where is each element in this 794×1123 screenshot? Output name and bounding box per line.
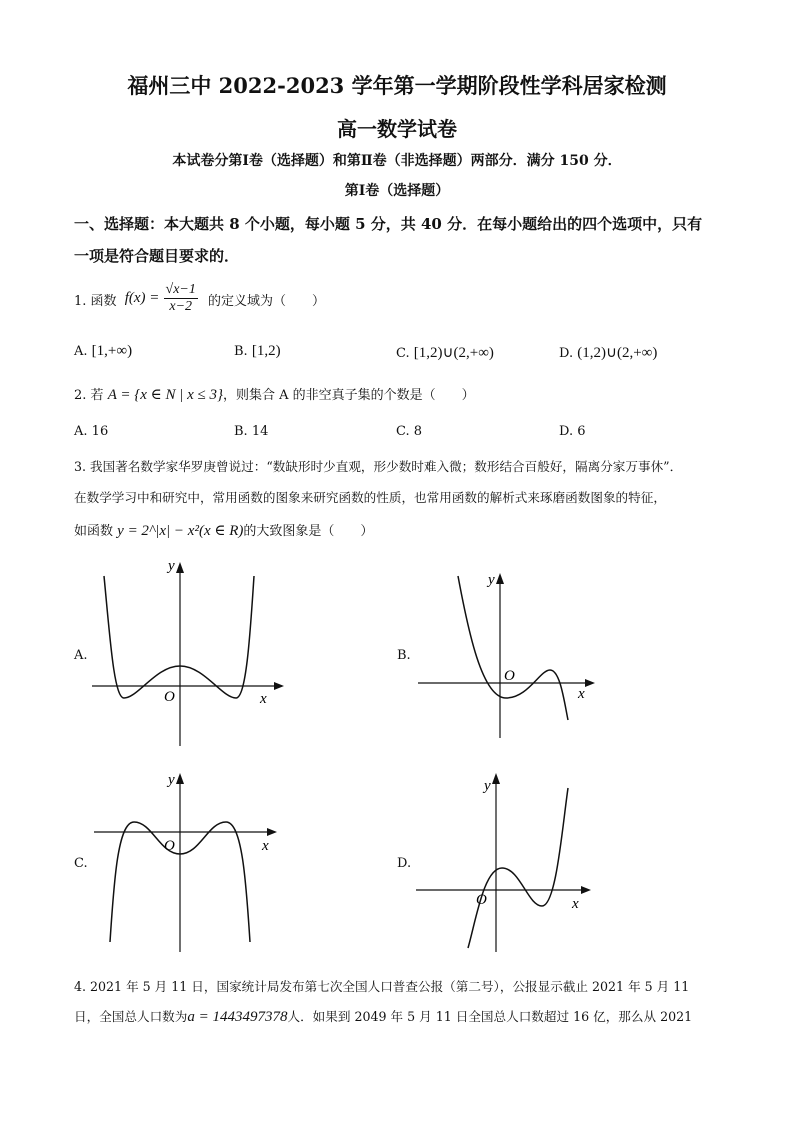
- exam-note: 本试卷分第Ⅰ卷（选择题）和第Ⅱ卷（非选择题）两部分．满分 150 分．: [172, 153, 622, 169]
- q1-fraction: [164, 282, 198, 315]
- graph-b-origin: O: [504, 668, 515, 684]
- exam-title: 福州三中 2022-2023 学年第一学期阶段性学科居家检测: [127, 73, 667, 98]
- arrow-icon: [267, 828, 277, 836]
- graph-c-x-label: x: [262, 838, 269, 854]
- q2-option-b[interactable]: B. 14: [234, 424, 269, 439]
- graph-a-x-label: x: [260, 691, 267, 707]
- arrow-icon: [585, 679, 595, 687]
- arrow-icon: [492, 773, 500, 784]
- graph-c-origin: O: [164, 838, 175, 854]
- q2-option-c[interactable]: C. 8: [396, 424, 423, 439]
- q2-option-d[interactable]: D. 6: [559, 424, 586, 439]
- arrow-icon: [176, 562, 184, 573]
- graph-d-x-label: x: [572, 896, 579, 912]
- graph-b-curve: [458, 576, 568, 720]
- graph-a-origin: O: [164, 689, 175, 705]
- graph-b-y-label: y: [488, 572, 495, 588]
- graph-d-y-label: y: [484, 778, 491, 794]
- q1-denominator: x−2: [169, 299, 193, 314]
- q1-option-a[interactable]: A. [1,+∞): [74, 343, 133, 359]
- part1-instruction-line2: 一项是符合题目要求的．: [74, 247, 240, 265]
- arrow-icon: [274, 682, 284, 690]
- graph-d-label[interactable]: D.: [397, 856, 412, 871]
- question-2-stem: [74, 384, 475, 404]
- q1-option-c[interactable]: C. [1,2)∪(2,+∞): [396, 345, 494, 361]
- exam-subtitle: 高一数学试卷: [337, 117, 457, 141]
- q3-line2: 在数学学习中和研究中，常用函数的图象来研究函数的性质，也常用函数的解析式来琢磨函数图象的特征，: [74, 490, 666, 505]
- graph-a[interactable]: [90, 558, 290, 748]
- q3-suffix: 的大致图象是（ ）: [243, 524, 374, 539]
- arrow-icon: [496, 573, 504, 584]
- graph-b-label[interactable]: B.: [397, 648, 411, 663]
- graph-b[interactable]: [412, 570, 602, 740]
- q4-line2-pre: 日，全国总人口数为: [74, 1009, 188, 1024]
- graph-a-label[interactable]: A.: [74, 648, 88, 663]
- graph-c-label[interactable]: C.: [74, 856, 88, 871]
- part1-instruction-line1: 一、选择题：本大题共 8 个小题，每小题 5 分，共 40 分．在每小题给出的四个选项中，只有: [74, 215, 703, 233]
- arrow-icon: [176, 773, 184, 784]
- graph-a-curve: [104, 576, 254, 698]
- q1-prefix: 1. 函数: [74, 294, 117, 309]
- q1-option-d[interactable]: D. (1,2)∪(2,+∞): [559, 345, 658, 361]
- q4-population-value: a = 1443497378: [187, 1009, 288, 1025]
- q1-function: f(x) =: [124, 290, 160, 306]
- q3-line3: [74, 520, 373, 540]
- graph-c-y-label: y: [168, 772, 175, 788]
- graph-d[interactable]: [412, 770, 602, 955]
- question-1-stem: [74, 282, 325, 315]
- graph-d-origin: O: [476, 892, 487, 908]
- graph-d-curve: [468, 788, 568, 948]
- graph-a-y-label: y: [168, 558, 175, 574]
- arrow-icon: [581, 886, 591, 894]
- q3-line1: 3. 我国著名数学家华罗庚曾说过：“数缺形时少直观，形少数时难入微；数形结合百般好，隔离分家万事休”．: [74, 459, 683, 474]
- q4-line2-post: 人．如果到 2049 年 5 月 11 日全国总人口数超过 16 亿，那么从 2021: [287, 1009, 693, 1024]
- q4-line1: 4. 2021 年 5 月 11 日，国家统计局发布第七次全国人口普查公报（第二号），公报显示截止 2021 年 5 月 11: [74, 979, 690, 994]
- q4-line2: [74, 1006, 692, 1026]
- q3-prefix: 如函数: [74, 524, 114, 539]
- graph-b-x-label: x: [578, 686, 585, 702]
- section-title: 第Ⅰ卷（选择题）: [344, 183, 450, 199]
- q2-prefix: 2. 若: [74, 388, 104, 403]
- q2-option-a[interactable]: A. 16: [74, 424, 109, 439]
- q1-suffix: 的定义域为（ ）: [208, 294, 326, 309]
- q1-option-b[interactable]: B. [1,2): [234, 343, 281, 359]
- q2-set: A = {x ∈ N | x ≤ 3}: [107, 387, 223, 403]
- q1-numerator: √x−1: [165, 282, 196, 297]
- q3-formula: y = 2^|x| − x²(x ∈ R): [117, 523, 244, 539]
- q2-suffix: ，则集合 A 的非空真子集的个数是（ ）: [222, 388, 475, 403]
- graph-c[interactable]: [90, 770, 290, 955]
